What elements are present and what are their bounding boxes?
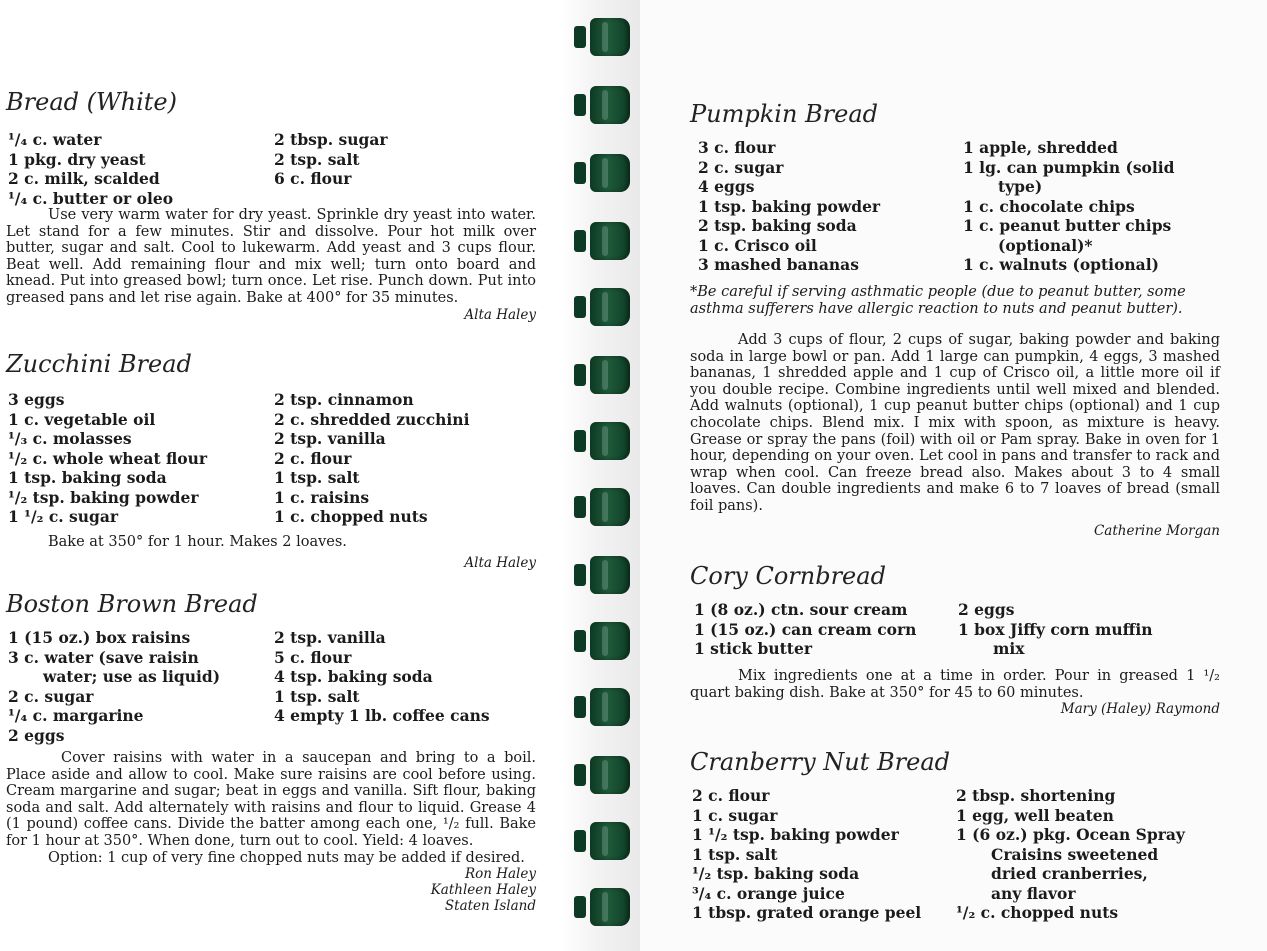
binding-coil xyxy=(572,822,636,860)
recipe-title: Pumpkin Bread xyxy=(690,100,879,128)
ingredient: 2 tsp. vanilla xyxy=(274,429,386,448)
ingredient: 1 tsp. salt xyxy=(692,844,778,864)
ingredient: 2 c. shredded zucchini xyxy=(274,409,470,429)
ingredient: Craisins sweetened xyxy=(991,844,1159,864)
ingredient: 1 ¹/₂ c. sugar xyxy=(8,507,119,526)
ingredient: any flavor xyxy=(991,883,1076,903)
directions: Bake at 350° for 1 hour. Makes 2 loaves. xyxy=(48,534,347,550)
recipe-title: Boston Brown Bread xyxy=(6,590,258,618)
ingredients-col-1 xyxy=(8,130,173,208)
ingredients-col-2 xyxy=(963,138,1175,275)
ingredient: 1 lg. can pumpkin (solid xyxy=(963,157,1175,177)
ingredient: 3 eggs xyxy=(8,390,65,409)
binding-coil xyxy=(572,488,636,526)
ingredient: 1 ¹/₂ tsp. baking powder xyxy=(692,825,899,844)
ingredient: 2 c. milk, scalded xyxy=(8,169,160,188)
ingredients xyxy=(6,130,536,210)
ingredient: ¹/₄ c. margarine xyxy=(8,706,144,725)
binding-coil xyxy=(572,422,636,460)
ingredient: 2 c. sugar xyxy=(8,686,94,706)
ingredients-col-1 xyxy=(8,628,220,745)
ingredients-col-2 xyxy=(274,390,469,527)
recipe-author: Alta Haley xyxy=(464,554,536,571)
ingredient: 1 pkg. dry yeast xyxy=(8,149,146,169)
ingredients xyxy=(690,600,1220,662)
ingredient: 1 (8 oz.) ctn. sour cream xyxy=(694,600,908,619)
ingredient: 1 c. sugar xyxy=(692,805,778,825)
ingredient: 6 c. flour xyxy=(274,169,352,188)
ingredient: 4 tsp. baking soda xyxy=(274,667,433,686)
ingredient: ¹/₄ c. butter or oleo xyxy=(8,188,174,208)
binding-coil xyxy=(572,622,636,660)
ingredient: 1 c. vegetable oil xyxy=(8,409,156,429)
binding-coil xyxy=(572,756,636,794)
ingredients-col-2 xyxy=(958,600,1153,659)
ingredient: 1 tsp. baking soda xyxy=(8,468,167,487)
recipe-bread-white xyxy=(6,88,536,323)
directions: Add 3 cups of flour, 2 cups of sugar, baking powder and baking soda in large bowl or pan. Add 1 large can pumpkin, 4 eggs, 3 mashed bananas, 1 shredded apple and 1 cup of Crisco oil, a little more oil if you double recipe. Combine ingredients until well mixed and blended. Add walnuts (optional), 1 cup peanut butter chips (optional) and 1 cup chocolate chips. Blend mix. I mix with spoon, as mixture is heavy. Grease or spray the pans (foil) with oil or Pam spray. Bake in oven for 1 hour, depending on your oven. Let cool in pans and transfer to rack and wrap when cool. Can freeze bread also. Makes about 3 to 4 small loaves. Can double ingredients and make 6 to 7 loaves of bread (small foil pans). xyxy=(690,332,1220,514)
binding-gutter xyxy=(560,0,640,951)
ingredient: 1 c. walnuts (optional) xyxy=(963,255,1159,274)
ingredients xyxy=(690,786,1220,926)
ingredient: 2 tsp. vanilla xyxy=(274,628,386,647)
recipe-author: Alta Haley xyxy=(464,306,536,323)
ingredient: 1 egg, well beaten xyxy=(956,805,1114,825)
binding-coil xyxy=(572,888,636,926)
ingredient: 3 c. flour xyxy=(698,138,776,157)
ingredient: dried cranberries, xyxy=(991,864,1148,883)
recipe-author: Mary (Haley) Raymond xyxy=(1060,701,1220,718)
recipe-pumpkin-bread xyxy=(690,100,1220,539)
ingredients xyxy=(6,390,536,528)
ingredient: 4 eggs xyxy=(698,177,755,196)
ingredient: 1 (15 oz.) can cream corn xyxy=(694,619,917,639)
ingredient: 4 empty 1 lb. coffee cans xyxy=(274,706,490,725)
directions: Use very warm water for dry yeast. Sprinkle dry yeast into water. Let stand for a few minutes. Stir and dissolve. Pour hot milk over butter, sugar and salt. Cool to lukewarm. Add yeast and 3 cups flour. Beat well. Add remaining flour and mix well; turn onto board and knead. Put into greased bowl; turn once. Let rise. Punch down. Put into greased pans and let rise again. Bake at 400° for 35 minutes. xyxy=(6,207,536,306)
ingredient: type) xyxy=(998,177,1043,196)
ingredient: 3 mashed bananas xyxy=(698,255,859,274)
recipe-cory-cornbread xyxy=(690,562,1220,717)
ingredient: ¹/₂ tsp. baking powder xyxy=(8,487,199,507)
binding-coil xyxy=(572,154,636,192)
ingredient: 2 tsp. cinnamon xyxy=(274,390,414,409)
recipe-author: Ron Haley xyxy=(464,866,536,883)
binding-coil xyxy=(572,222,636,260)
binding-coil xyxy=(572,288,636,326)
binding-coil xyxy=(572,18,636,56)
ingredient: 1 c. chopped nuts xyxy=(274,507,428,526)
ingredients-col-2 xyxy=(274,628,490,726)
ingredients-col-1 xyxy=(8,390,207,527)
ingredient: 1 tbsp. grated orange peel xyxy=(692,903,922,922)
ingredient: 2 eggs xyxy=(958,600,1015,619)
recipe-author: Catherine Morgan xyxy=(1093,522,1220,539)
ingredient: 1 c. chocolate chips xyxy=(963,196,1135,216)
directions: Cover raisins with water in a saucepan and bring to a boil. Place aside and allow to cool. Make sure raisins are cool before using. Cream margarine and sugar; beat in eggs and vanilla. Sift flour, baking soda and salt. Add alternately with raisins and flour to liquid. Grease 4 (1 pound) coffee cans. Divide the batter among each one, ¹/₂ full. Bake for 1 hour at 350°. When done, turn out to cool. Yield: 4 loaves. xyxy=(6,750,536,849)
ingredient: 2 tbsp. shortening xyxy=(956,786,1116,805)
ingredient: 1 apple, shredded xyxy=(963,138,1118,157)
allergy-note: *Be careful if serving asthmatic people (due to peanut butter, some asthma sufferers have allergic reaction to nuts and peanut butter). xyxy=(690,284,1186,317)
binding-coil xyxy=(572,556,636,594)
recipe-title: Zucchini Bread xyxy=(6,350,192,378)
ingredient: mix xyxy=(993,639,1025,658)
recipe-title: Cory Cornbread xyxy=(690,562,886,590)
binding-coil xyxy=(572,356,636,394)
ingredient: water; use as liquid) xyxy=(43,667,221,686)
ingredient: 2 tsp. baking soda xyxy=(698,216,857,235)
recipe-author: Kathleen Haley xyxy=(430,882,536,899)
ingredient: (optional)* xyxy=(998,235,1093,255)
ingredient: 1 box Jiffy corn muffin xyxy=(958,619,1153,639)
binding-coil xyxy=(572,86,636,124)
ingredient: 2 eggs xyxy=(8,725,65,745)
ingredient: 1 tsp. salt xyxy=(274,686,360,706)
ingredient: 2 tsp. salt xyxy=(274,149,360,169)
recipe-cranberry-nut-bread xyxy=(690,748,1220,926)
ingredient: 1 (6 oz.) pkg. Ocean Spray xyxy=(956,825,1185,844)
ingredient: 1 (15 oz.) box raisins xyxy=(8,628,191,647)
ingredients-col-1 xyxy=(694,600,916,659)
ingredient: 3 c. water (save raisin xyxy=(8,647,199,667)
ingredient: 1 c. peanut butter chips xyxy=(963,216,1172,235)
ingredient: ¹/₄ c. water xyxy=(8,130,102,149)
recipe-title: Cranberry Nut Bread xyxy=(690,748,951,776)
ingredient: ¹/₃ c. molasses xyxy=(8,429,132,448)
ingredient: 1 tsp. baking powder xyxy=(698,196,881,216)
ingredient: 1 c. raisins xyxy=(274,487,370,507)
ingredient: 1 c. Crisco oil xyxy=(698,235,817,255)
ingredient: ¹/₂ c. whole wheat flour xyxy=(8,448,208,468)
recipe-author-location: Staten Island xyxy=(444,898,536,915)
binding-coil xyxy=(572,688,636,726)
ingredients xyxy=(690,138,1220,276)
ingredient: 2 c. flour xyxy=(692,786,770,805)
recipe-title: Bread (White) xyxy=(6,88,177,116)
recipe-zucchini-bread xyxy=(6,350,536,571)
ingredient: 2 c. sugar xyxy=(698,157,784,177)
ingredients-col-2 xyxy=(274,130,388,189)
ingredients-col-1 xyxy=(692,786,921,923)
ingredient: 2 tbsp. sugar xyxy=(274,130,388,149)
ingredients-col-2 xyxy=(956,786,1185,923)
ingredient: ¹/₂ c. chopped nuts xyxy=(956,903,1119,922)
ingredient: 1 tsp. salt xyxy=(274,468,360,487)
recipe-boston-brown-bread xyxy=(6,590,536,914)
directions: Mix ingredients one at a time in order. Pour in greased 1 ¹/₂ quart baking dish. Bake at 350° for 45 to 60 minutes. xyxy=(690,668,1220,701)
ingredients-col-1 xyxy=(698,138,880,275)
option-note: Option: 1 cup of very fine chopped nuts may be added if desired. xyxy=(48,849,525,866)
ingredient: ³/₄ c. orange juice xyxy=(692,883,845,903)
ingredient: 1 stick butter xyxy=(694,639,812,658)
ingredient: 5 c. flour xyxy=(274,647,352,667)
ingredients xyxy=(6,628,536,746)
ingredient: 2 c. flour xyxy=(274,448,352,468)
ingredient: ¹/₂ tsp. baking soda xyxy=(692,864,860,883)
